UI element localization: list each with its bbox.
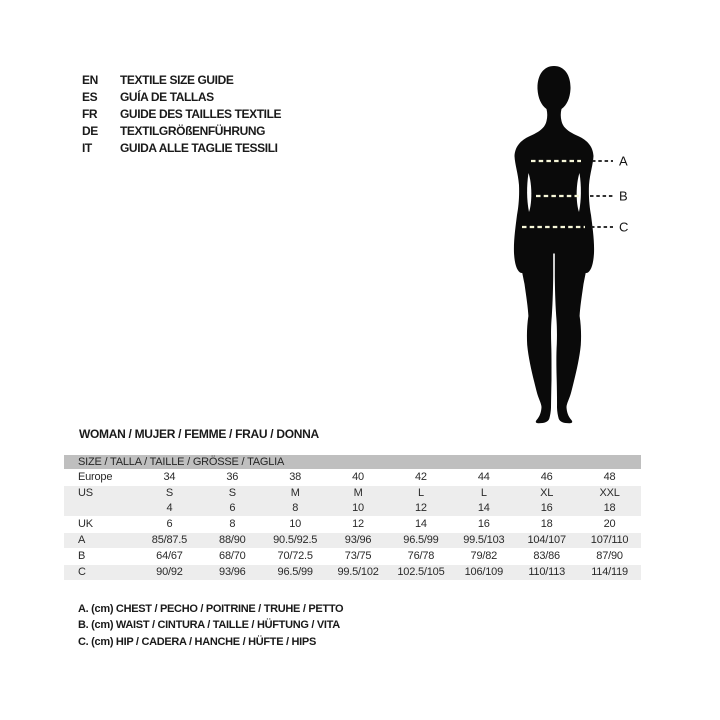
size-cell: 10 [352,502,364,514]
row-label: UK [78,518,93,530]
size-cell: 40 [352,471,364,483]
size-cell: 36 [226,471,239,483]
row-label: B [78,550,86,562]
size-cell: 83/86 [533,550,560,562]
size-cell: 44 [477,471,490,483]
lang-code: EN [82,73,98,87]
size-cell: 70/72.5 [277,550,313,562]
row-label: A [78,534,86,546]
size-cell: 93/96 [344,534,372,546]
size-cell: 102.5/105 [397,566,445,578]
lang-title: TEXTILE SIZE GUIDE [120,73,234,87]
size-cell: 110/113 [528,566,566,578]
size-cell: 14 [415,518,427,530]
lang-code: ES [82,90,98,104]
marker-label-a: A [619,153,628,169]
size-cell: 34 [163,471,176,483]
size-cell: 42 [415,471,427,483]
size-cell: 64/67 [156,550,183,562]
lang-title: GUIDE DES TAILLES TEXTILE [120,107,282,121]
lang-title: GUIDA ALLE TAGLIE TESSILI [120,141,278,155]
lang-row-de [82,123,281,140]
size-cell: 106/109 [464,566,503,578]
size-cell: 16 [477,518,490,530]
size-cell: 73/75 [344,550,372,562]
legend-line-waist: B. (cm) WAIST / CINTURA / TAILLE / HÜFTUNG / VITA [78,619,340,632]
table-row [64,470,641,485]
category-title: WOMAN / MUJER / FEMME / FRAU / DONNA [79,427,319,441]
size-cell: 46 [540,471,553,483]
table-row [64,517,641,532]
lang-row-es [82,89,281,106]
size-cell: 12 [415,502,427,514]
size-table-header: SIZE / TALLA / TAILLE / GRÖSSE / TAGLIA [64,455,641,469]
language-title-list [82,72,281,157]
marker-label-c: C [619,219,629,235]
woman-silhouette [514,66,594,423]
size-cell: 87/90 [596,550,623,562]
size-cell: M [353,487,363,499]
size-cell: 20 [603,518,616,530]
row-label: US [78,487,93,499]
lang-row-fr [82,106,281,123]
size-cell: 18 [603,502,616,514]
size-cell: 107/110 [590,534,629,546]
table-row [64,501,641,516]
size-cell: S [165,487,173,499]
lang-code: IT [82,141,92,155]
size-cell: 90/92 [156,566,183,578]
size-cell: 38 [289,471,302,483]
size-table-body [64,470,641,580]
size-cell: 79/82 [470,550,498,562]
size-cell: XL [540,487,554,499]
size-cell: 85/87.5 [151,534,188,546]
size-cell: 88/90 [219,534,246,546]
size-cell: S [228,487,236,499]
table-row [64,549,641,564]
measurement-legend [78,601,343,650]
woman-silhouette-svg [495,55,645,435]
lang-code: DE [82,124,98,138]
size-cell: 96.5/99 [403,534,439,546]
lang-title: GUÍA DE TALLAS [120,90,214,104]
lang-row-en [82,72,281,89]
size-cell: XXL [599,487,620,499]
size-cell: 12 [352,518,364,530]
size-cell: 76/78 [407,550,435,562]
size-cell: 4 [166,502,173,514]
size-cell: 6 [229,502,236,514]
size-cell: 68/70 [219,550,246,562]
lang-row-it [82,140,281,157]
measurement-figure [495,55,645,435]
size-cell: 14 [477,502,490,514]
size-cell: 93/96 [219,566,246,578]
size-cell: 6 [166,518,173,530]
size-cell: 99.5/103 [463,534,505,546]
size-cell: 114/119 [591,566,628,578]
size-cell: 99.5/102 [337,566,379,578]
table-row [64,486,641,501]
row-label [64,501,138,516]
size-cell: L [417,487,424,499]
row-label: C [78,566,86,578]
lang-title: TEXTILGRÖßENFÜHRUNG [120,124,266,138]
size-table [64,455,641,580]
size-cell: 16 [540,502,553,514]
size-cell: 8 [292,502,299,514]
size-cell: M [290,487,300,499]
size-cell: 18 [540,518,553,530]
size-cell: 96.5/99 [277,566,313,578]
table-row [64,565,641,580]
legend-line-hip: C. (cm) HIP / CADERA / HANCHE / HÜFTE / HIPS [78,635,316,648]
size-cell: 104/107 [527,534,566,546]
legend-line-chest: A. (cm) CHEST / PECHO / POITRINE / TRUHE / PETTO [78,603,344,615]
size-cell: 10 [289,518,302,530]
size-cell: 90.5/92.5 [273,534,318,546]
row-label: Europe [78,471,113,483]
size-cell: 48 [603,471,616,483]
size-cell: L [480,487,487,499]
table-row [64,533,641,548]
size-cell: 8 [229,518,236,530]
marker-label-b: B [619,188,628,204]
lang-code: FR [82,107,98,121]
